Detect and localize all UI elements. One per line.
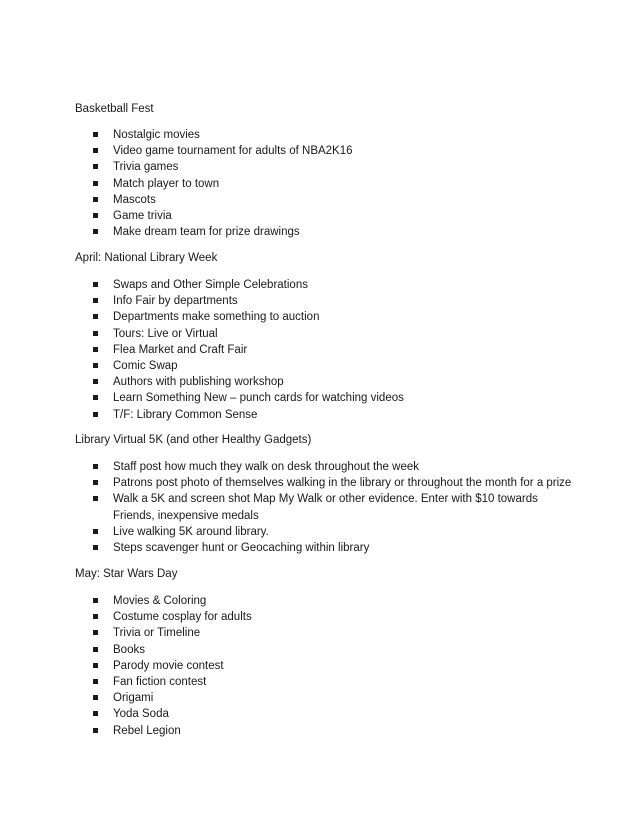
list-item: Parody movie contest (0, 658, 638, 674)
list-item: Departments make something to auction (0, 309, 638, 325)
bullet-square-icon (93, 164, 98, 169)
list-item: Authors with publishing workshop (0, 374, 638, 390)
bullet-square-icon (93, 197, 98, 202)
list-item: Yoda Soda (0, 706, 638, 722)
bullet-square-icon (93, 298, 98, 303)
bullet-square-icon (93, 679, 98, 684)
bullet-square-icon (93, 728, 98, 733)
list-item: Staff post how much they walk on desk throughout the week (0, 459, 638, 475)
list-item: Mascots (0, 192, 638, 208)
bullet-square-icon (93, 663, 98, 668)
list-item: Fan fiction contest (0, 674, 638, 690)
bullet-list (0, 459, 638, 556)
list-item: Learn Something New – punch cards for watching videos (0, 390, 638, 406)
bullet-square-icon (93, 213, 98, 218)
list-item: Info Fair by departments (0, 293, 638, 309)
list-item: Origami (0, 690, 638, 706)
section-heading: April: National Library Week (75, 252, 218, 264)
list-item: Movies & Coloring (0, 593, 638, 609)
bullet-square-icon (93, 529, 98, 534)
section-heading: Basketball Fest (75, 103, 154, 115)
list-item: T/F: Library Common Sense (0, 407, 638, 423)
bullet-square-icon (93, 395, 98, 400)
list-item: Patrons post photo of themselves walking in the library or throughout the month for a prize (0, 475, 638, 491)
bullet-square-icon (93, 711, 98, 716)
bullet-square-icon (93, 412, 98, 417)
section-heading: Library Virtual 5K (and other Healthy Gadgets) (75, 434, 312, 446)
bullet-square-icon (93, 647, 98, 652)
bullet-list (0, 277, 638, 423)
list-item: Comic Swap (0, 358, 638, 374)
list-item: Books (0, 642, 638, 658)
list-item: Nostalgic movies (0, 127, 638, 143)
list-item: Video game tournament for adults of NBA2K16 (0, 143, 638, 159)
bullet-square-icon (93, 614, 98, 619)
bullet-square-icon (93, 598, 98, 603)
list-item: Walk a 5K and screen shot Map My Walk or other evidence. Enter with $10 towards Friends, inexpensive medals (0, 491, 638, 523)
bullet-square-icon (93, 132, 98, 137)
bullet-square-icon (93, 464, 98, 469)
bullet-square-icon (93, 347, 98, 352)
bullet-square-icon (93, 181, 98, 186)
bullet-square-icon (93, 379, 98, 384)
section-heading: May: Star Wars Day (75, 568, 178, 580)
list-item: Game trivia (0, 208, 638, 224)
bullet-square-icon (93, 314, 98, 319)
list-item: Flea Market and Craft Fair (0, 342, 638, 358)
bullet-square-icon (93, 331, 98, 336)
bullet-square-icon (93, 282, 98, 287)
list-item: Live walking 5K around library. (0, 524, 638, 540)
bullet-square-icon (93, 695, 98, 700)
list-item: Swaps and Other Simple Celebrations (0, 277, 638, 293)
bullet-square-icon (93, 630, 98, 635)
bullet-square-icon (93, 545, 98, 550)
list-item: Tours: Live or Virtual (0, 326, 638, 342)
list-item: Steps scavenger hunt or Geocaching within library (0, 540, 638, 556)
bullet-square-icon (93, 496, 98, 501)
bullet-list (0, 593, 638, 739)
bullet-square-icon (93, 148, 98, 153)
list-item: Make dream team for prize drawings (0, 224, 638, 240)
bullet-square-icon (93, 480, 98, 485)
list-item: Costume cosplay for adults (0, 609, 638, 625)
list-item: Match player to town (0, 176, 638, 192)
bullet-square-icon (93, 229, 98, 234)
list-item: Rebel Legion (0, 723, 638, 739)
bullet-square-icon (93, 363, 98, 368)
list-item: Trivia or Timeline (0, 625, 638, 641)
bullet-list (0, 127, 638, 240)
list-item: Trivia games (0, 159, 638, 175)
